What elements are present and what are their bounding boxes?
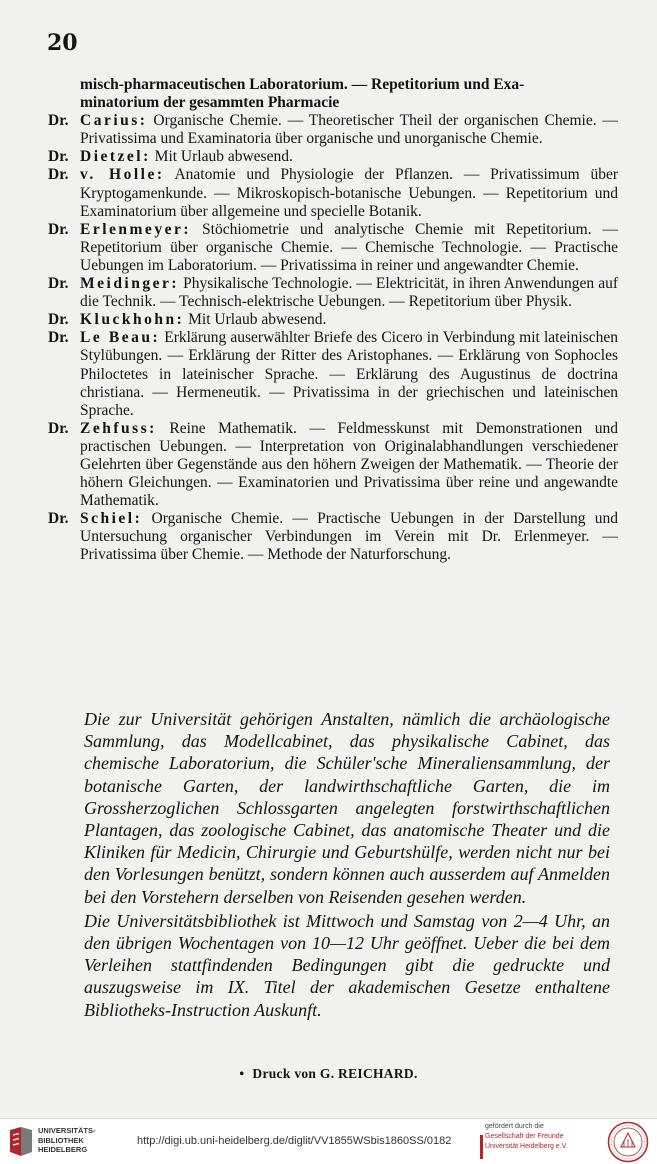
lecturer-title: Dr. (48, 419, 69, 437)
lecturer-title: Dr. (48, 148, 69, 166)
lecturer-name: Carius: (80, 112, 148, 130)
lecturer-name: v. Holle: (80, 166, 165, 184)
sponsor-credit (485, 1122, 568, 1152)
lecturer-title: Dr. (48, 275, 69, 293)
sponsor-name-2: Universität Heidelberg e.V. (485, 1143, 568, 1150)
lecturer-name: Erlenmeyer: (80, 220, 191, 238)
lecture-text: Anatomie und Physiologie der Pflanzen. — Privatissimum über Kryptogamenkunde. — Mikroskopisch-botanische Uebungen. — Repetitorium und Examinatorium über allgemeine und specielle Botanik. (80, 166, 618, 220)
lecture-text: Erklärung auserwählter Briefe des Cicero in Verbindung mit lateinischen Stylübungen. — Erklärung der Ritter des Aristophanes. — Erklärung von Sophocles Philoctetes in lateinischer Sprache. — Erklärung des Augustinus de doctrina christiana. — Hermeneutik. — Privatissima in der griechischen und lateinischen Sprache. (80, 329, 618, 419)
lecturer-entry (48, 166, 618, 220)
intro-line-2 (48, 94, 618, 112)
lecturer-title: Dr. (48, 311, 69, 329)
lecturer-title: Dr. (48, 220, 69, 238)
sponsor-accent-bar (480, 1135, 483, 1159)
lecturer-name: Le Beau: (80, 329, 161, 347)
library-line-3: HEIDELBERG (38, 1145, 88, 1154)
lecturer-entry (48, 510, 618, 564)
library-name (38, 1126, 96, 1155)
lecture-text: Mit Urlaub abwesend. (154, 148, 293, 166)
lecturer-entry (48, 148, 618, 166)
lecturer-name: Meidinger: (80, 275, 180, 293)
lecturer-entry (48, 112, 618, 148)
lecturer-name: Dietzel: (80, 148, 151, 166)
imprint-text: Druck von G. REICHARD. (252, 1066, 418, 1081)
lecture-text: Physikalische Technologie. — Elektricität, in ihren Anwendungen auf die Technik. — Technisch-elektrische Uebungen. — Repetitorium über Physik. (80, 275, 618, 311)
lecturer-name: Kluckhohn: (80, 311, 185, 329)
lecturer-title: Dr. (48, 112, 69, 130)
institutions-paragraph: Die zur Universität gehörigen Anstalten, nämlich die archäologische Sammlung, das Modellcabinet, das physikalische Cabinet, das chemische Laboratorium, die Schüler'sche Mineraliensammlung, der botanische Garten, der landwirthschaftliche Garten, die im Grossherzoglichen Schlossgarten angelegten forstwirthschaftlichen Plantagen, das zoologische Cabinet, das anatomische Theater und die Kliniken für Medicin, Chirurgie und Geburtshülfe, werden nicht nur bei den Vorlesungen benützt, sondern können auch ausserdem auf Anmelden bei den Vorstehern derselben von Reisenden gesehen werden. (84, 709, 610, 907)
lecture-text: Mit Urlaub abwesend. (188, 311, 327, 329)
lecturer-entry (48, 221, 618, 275)
sponsor-name-1: Gesellschaft der Freunde (485, 1133, 564, 1140)
intro-text-2: minatorium der gesammten Pharmacie (80, 94, 340, 112)
lecturer-name: Zehfuss: (80, 419, 157, 437)
institutions-notice (84, 708, 610, 1021)
viewer-footer (0, 1118, 657, 1164)
permalink-url[interactable]: http://digi.ub.uni-heidelberg.de/diglit/VV1855WSbis1860SS/0182 (137, 1135, 452, 1147)
lecturer-title: Dr. (48, 510, 69, 528)
lecturer-entry (48, 420, 618, 510)
lecture-text: Organische Chemie. — Practische Uebungen in der Darstellung und Untersuchung organischer Verbindungen im Verein mit Dr. Erlenmeyer. — Privatissima über Chemie. — Methode der Naturforschung. (80, 510, 619, 564)
lecturer-entry (48, 329, 618, 419)
sponsor-intro: gefördert durch die (485, 1123, 544, 1130)
lecturer-title: Dr. (48, 329, 69, 347)
lecture-text: Organische Chemie. — Theoretischer Theil der organischen Chemie. — Privatissima und Examinatoria über organische und unorganische Chemie. (80, 112, 619, 148)
library-line-2: BIBLIOTHEK (38, 1135, 84, 1145)
library-logo-icon (8, 1126, 34, 1158)
library-line-1: UNIVERSITÄTS- (38, 1126, 96, 1135)
lecture-list (48, 76, 618, 565)
page-number: 20 (47, 30, 78, 56)
library-paragraph: Die Universitätsbibliothek ist Mittwoch und Samstag von 2—4 Uhr, an den übrigen Wochentagen von 10—12 Uhr geöffnet. Ueber die bei dem Verleihen stattfindenden Bedingungen gibt die gedruckte und auszugsweise im IX. Titel der akademischen Gesetze enthaltene Bibliotheks-Instruction Auskunft. (84, 910, 610, 1020)
intro-line-1 (48, 76, 618, 94)
lecturer-title: Dr. (48, 166, 69, 184)
lecture-text: Reine Mathematik. — Feldmesskunst mit Demonstrationen und practischen Uebungen. — Interpretation von Originalabhandlungen verschiedener Gelehrten über Gegenstände aus den höhern Zweigen der Mathematik. — Theorie der höhern Gleichungen. — Examinatorien und Privatissima über reine und angewandte Mathematik. (80, 419, 618, 510)
intro-text-1: misch-pharmaceutischen Laboratorium. — Repetitorium und Exa- (80, 76, 525, 93)
printer-imprint (0, 1066, 657, 1082)
lecturer-entry (48, 311, 618, 329)
lecture-text: Stöchiometrie und analytische Chemie mit Repetitorium. — Repetitorium über organische Chemie. — Chemische Technologie. — Practische Uebungen im Laboratorium. — Privatissima in reiner und angewandter Chemie. (80, 220, 619, 274)
lecturer-entry (48, 275, 618, 311)
university-seal-icon (607, 1121, 649, 1163)
lecturer-name: Schiel: (80, 510, 143, 528)
imprint-mark: • (239, 1066, 245, 1081)
